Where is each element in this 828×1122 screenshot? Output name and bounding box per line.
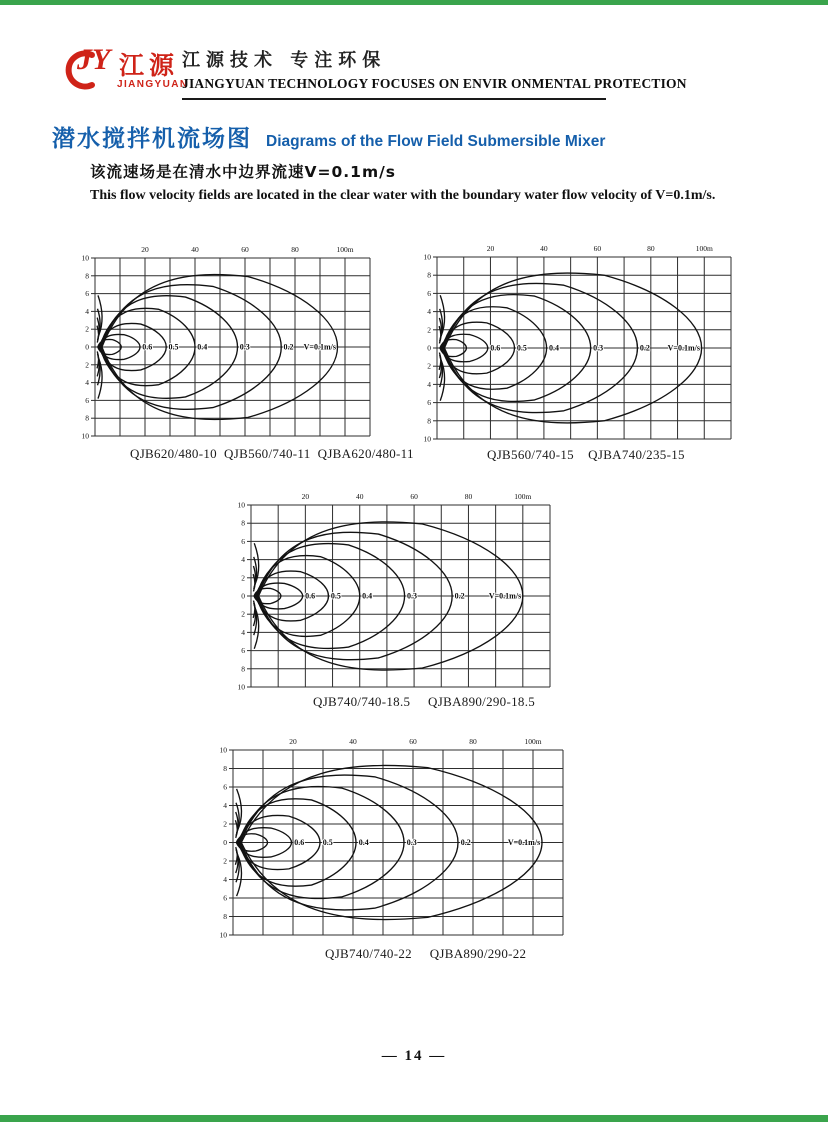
svg-text:6: 6 [85,289,89,299]
svg-text:40: 40 [540,244,548,253]
svg-text:60: 60 [409,737,417,746]
logo-jy-text: JY [77,43,111,76]
svg-text:0.6: 0.6 [305,591,316,601]
svg-text:0.5: 0.5 [168,342,179,352]
svg-text:0.2: 0.2 [460,838,471,848]
svg-text:8: 8 [241,664,245,674]
svg-text:4: 4 [85,306,89,316]
svg-text:80: 80 [469,737,477,746]
svg-text:V=0.1m/s: V=0.1m/s [507,838,541,848]
svg-text:8: 8 [241,518,245,528]
svg-text:4: 4 [241,627,245,637]
chart-caption: QJB560/740-15 QJBA740/235-15 [487,447,685,462]
section-title [52,120,605,153]
svg-text:2: 2 [241,609,245,619]
header-slogan-english: JIANGYUAN TECHNOLOGY FOCUSES ON ENVIR ONMENTAL PROTECTION [182,76,687,91]
chart-caption: QJB740/740-22 QJBA890/290-22 [325,946,527,961]
svg-text:0.3: 0.3 [406,838,417,848]
svg-text:10: 10 [81,253,89,263]
chart-caption: QJB620/480-10 QJB560/740-11 QJBA620/480-11 [130,446,414,461]
header-divider [182,98,606,100]
chart-caption: QJB740/740-18.5 QJBA890/290-18.5 [313,694,536,709]
section-title-chinese: 潜水搅拌机流场图 [52,126,252,152]
svg-text:4: 4 [223,875,227,884]
svg-text:100m: 100m [336,245,354,254]
header-slogan-chinese: 江源技术 专注环保 [182,50,387,71]
svg-text:4: 4 [223,801,227,810]
svg-text:10: 10 [219,745,227,755]
svg-text:0: 0 [427,343,431,353]
svg-text:10: 10 [423,434,431,444]
svg-text:2: 2 [427,325,431,335]
intro-text-english: This flow velocity fields are located in the clear water with the boundary water flow velocity of V=0.1m/s. [90,188,716,203]
svg-text:60: 60 [410,492,418,501]
svg-text:2: 2 [223,819,227,829]
logo-romanized-name: JIANGYUAN [117,79,189,90]
svg-text:0.4: 0.4 [197,342,208,352]
svg-text:0.4: 0.4 [358,838,369,848]
svg-text:8: 8 [85,413,89,423]
page-number: — 14 — [381,1048,447,1064]
svg-text:6: 6 [241,646,245,656]
svg-text:20: 20 [486,244,495,253]
svg-text:2: 2 [85,360,89,370]
svg-text:0.4: 0.4 [548,343,559,353]
svg-text:0.6: 0.6 [142,342,153,352]
svg-text:V=0.1m/s: V=0.1m/s [303,342,336,352]
top-accent-bar [0,0,828,5]
bottom-accent-bar [0,1115,828,1122]
svg-text:2: 2 [85,324,89,334]
svg-text:0.5: 0.5 [330,591,341,601]
svg-text:8: 8 [427,270,431,280]
svg-text:6: 6 [427,398,431,408]
svg-text:2: 2 [223,856,227,866]
svg-text:0.2: 0.2 [454,591,465,601]
svg-text:0: 0 [241,591,245,601]
flow-field-chart-4 [205,732,572,949]
svg-text:0: 0 [85,342,89,352]
flow-field-chart-1 [67,240,379,450]
svg-text:4: 4 [427,307,431,317]
svg-text:0.5: 0.5 [322,838,333,848]
svg-text:0.5: 0.5 [516,343,527,353]
flow-field-chart-2 [409,239,740,453]
flow-field-chart-3 [223,487,559,701]
svg-text:20: 20 [289,737,297,746]
logo-chinese-name: 江源 [119,51,180,80]
svg-text:40: 40 [355,492,364,501]
company-logo [56,42,196,100]
svg-text:40: 40 [191,245,199,254]
svg-text:80: 80 [291,245,299,254]
svg-text:8: 8 [427,416,431,426]
svg-text:10: 10 [219,930,227,940]
svg-text:0.6: 0.6 [294,838,305,848]
svg-text:60: 60 [593,244,602,253]
svg-text:40: 40 [349,737,357,746]
svg-text:6: 6 [427,288,431,298]
svg-text:8: 8 [223,912,227,921]
svg-text:0.3: 0.3 [407,591,418,601]
flow-field-plot [67,240,379,445]
svg-text:6: 6 [85,395,89,405]
svg-text:2: 2 [241,573,245,583]
svg-text:8: 8 [85,271,89,281]
svg-text:100m: 100m [695,244,713,253]
svg-text:2: 2 [427,361,431,371]
intro-text-chinese: 该流速场是在清水中边界流速V=0.1m/s [90,163,396,181]
svg-text:0: 0 [223,838,227,847]
svg-text:4: 4 [85,378,89,388]
svg-text:80: 80 [464,492,473,501]
flow-field-plot [409,239,740,448]
svg-text:0.2: 0.2 [639,343,650,353]
svg-text:V=0.1m/s: V=0.1m/s [488,591,522,601]
svg-text:100m: 100m [524,737,542,746]
svg-text:6: 6 [223,893,227,903]
svg-text:0.2: 0.2 [283,342,294,352]
svg-text:100m: 100m [514,492,532,501]
svg-text:20: 20 [141,245,149,254]
svg-text:0.3: 0.3 [593,343,604,353]
svg-text:10: 10 [81,431,89,441]
svg-text:8: 8 [223,764,227,773]
svg-text:4: 4 [427,379,431,389]
svg-text:6: 6 [223,782,227,792]
svg-text:20: 20 [301,492,310,501]
svg-text:0.4: 0.4 [362,591,373,601]
svg-text:10: 10 [423,252,431,262]
svg-text:0.6: 0.6 [490,343,501,353]
svg-text:6: 6 [241,536,245,546]
flow-field-plot [205,732,572,944]
svg-text:V=0.1m/s: V=0.1m/s [667,343,700,353]
section-title-english: Diagrams of the Flow Field Submersible Mixer [266,133,606,150]
flow-field-plot [223,487,559,696]
svg-text:60: 60 [241,245,249,254]
svg-text:10: 10 [237,682,245,692]
svg-text:4: 4 [241,555,245,565]
svg-text:10: 10 [237,500,245,510]
svg-text:80: 80 [647,244,655,253]
svg-text:0.3: 0.3 [239,342,250,352]
